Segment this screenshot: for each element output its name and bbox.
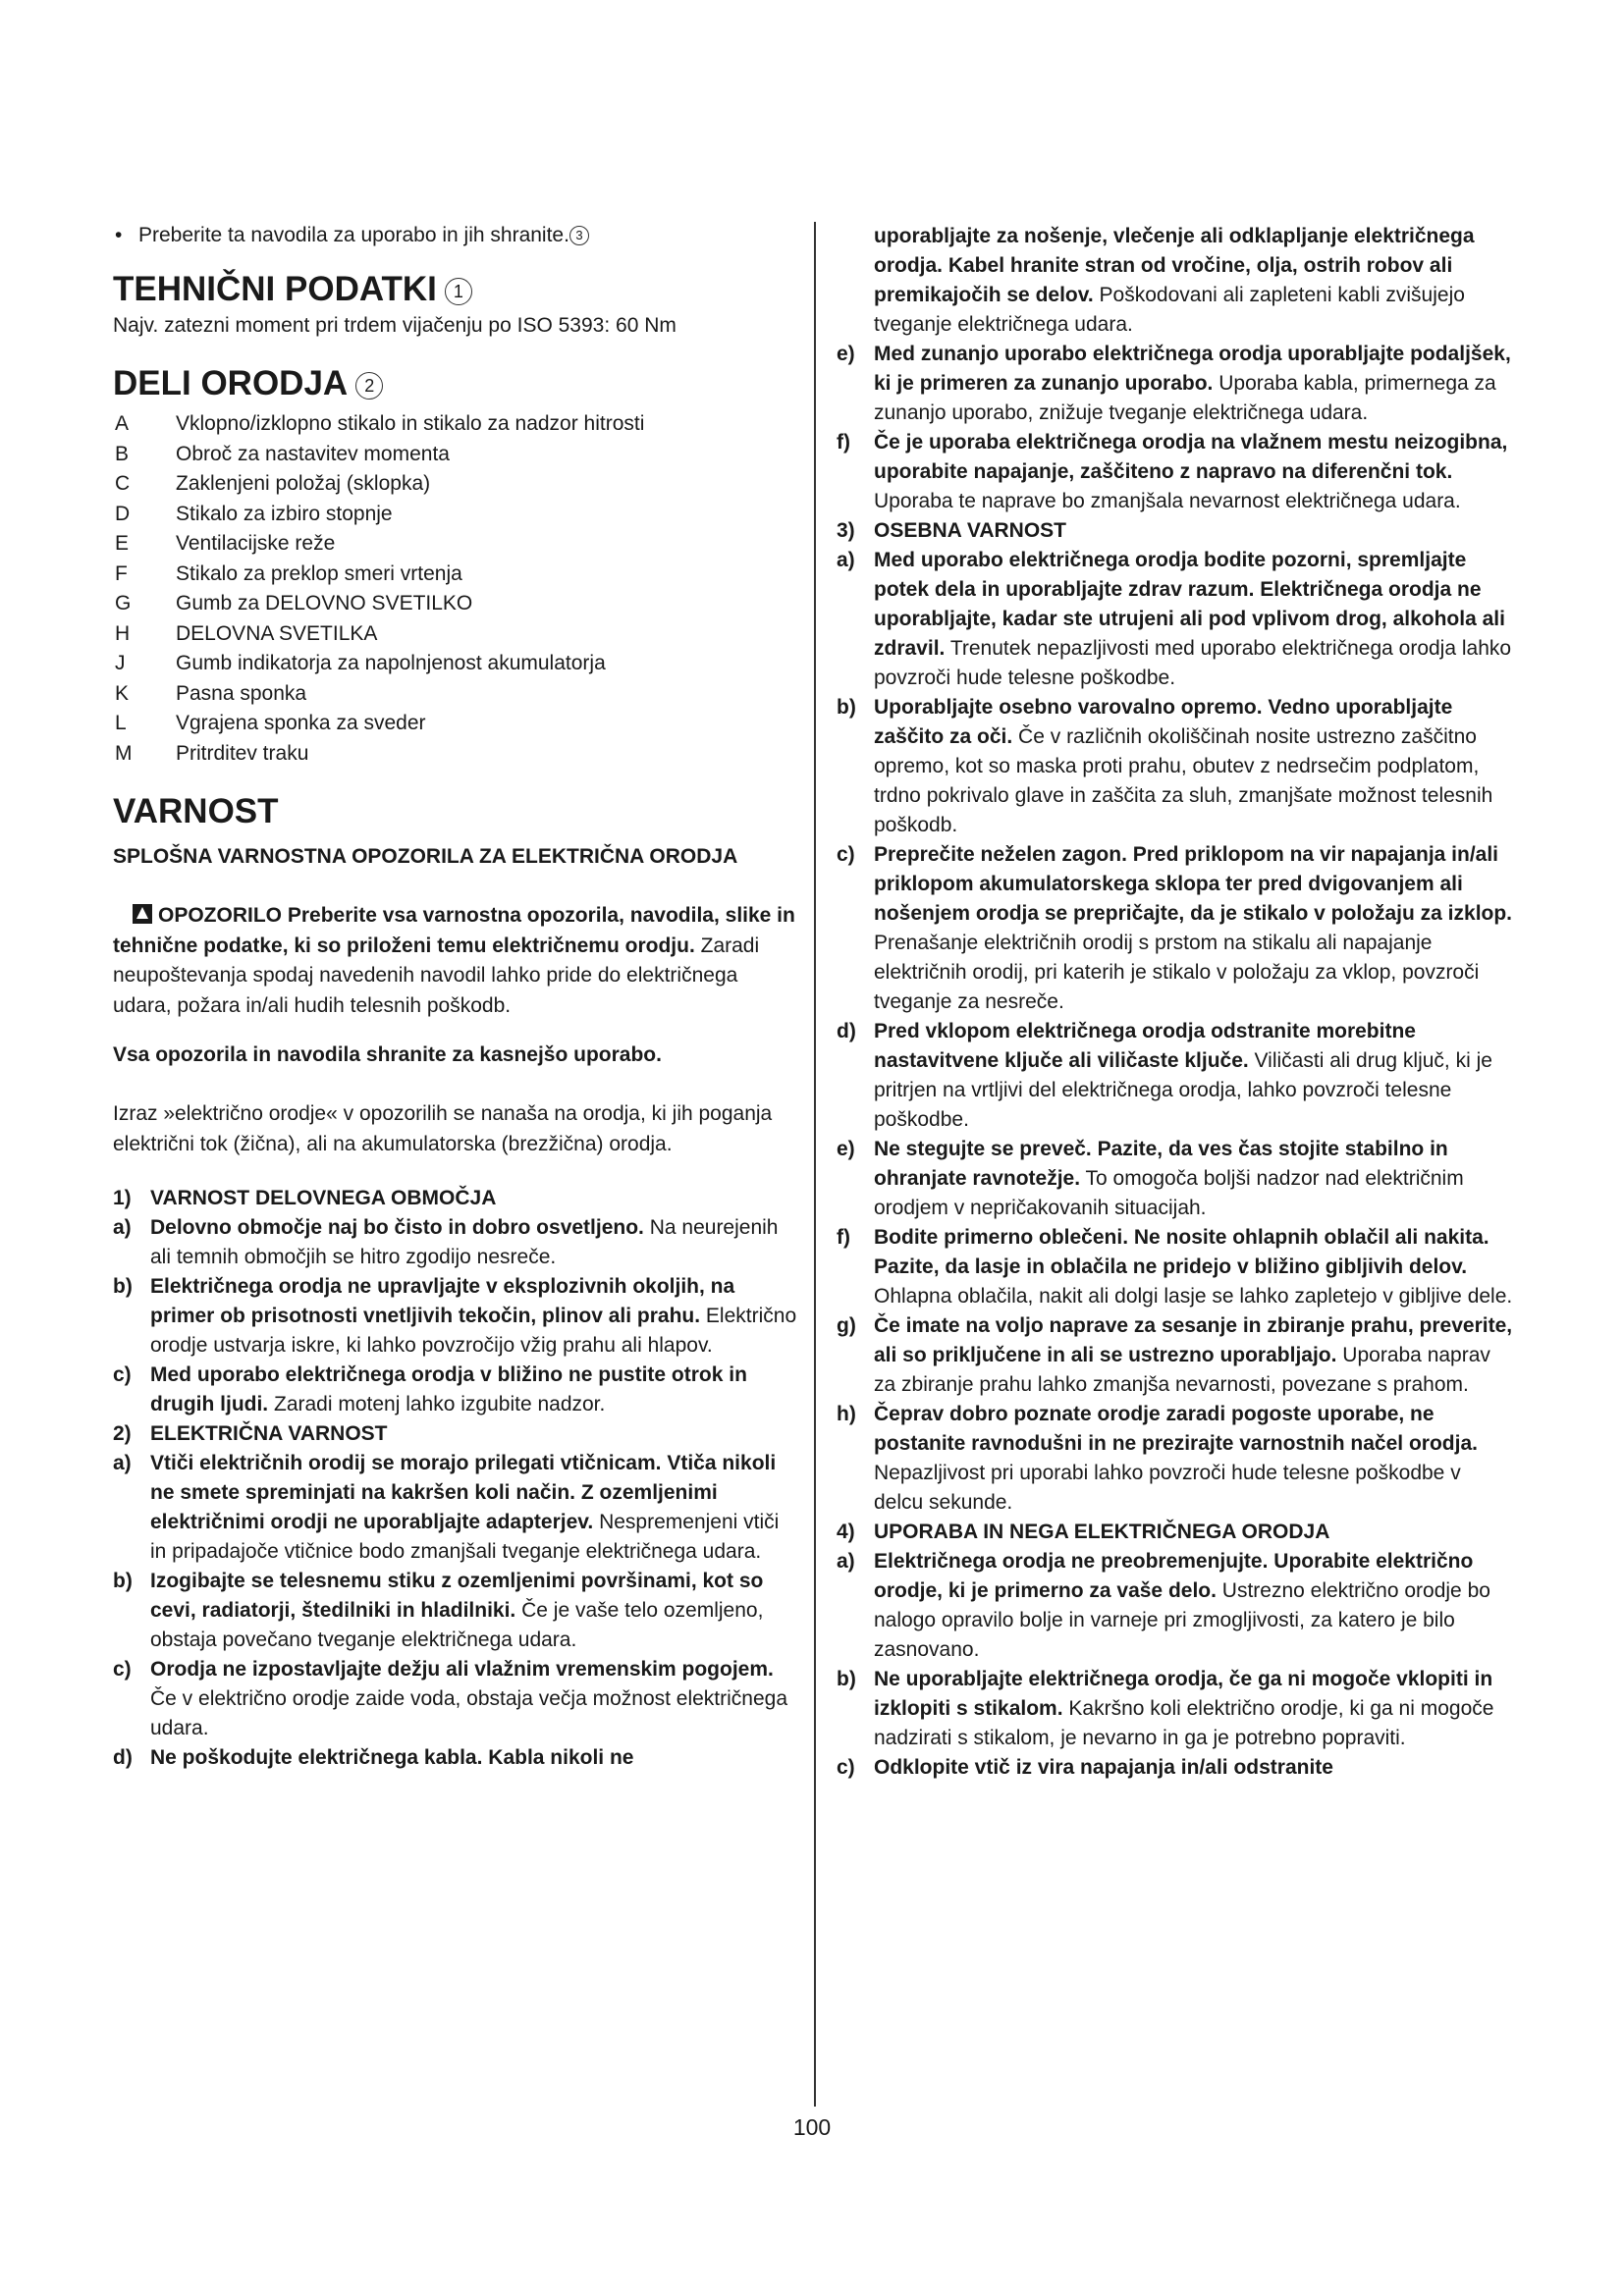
safety-item: [113, 1449, 800, 1567]
safety-item: [837, 1135, 1514, 1223]
safety-item: [837, 340, 1514, 428]
safety-item: [113, 1213, 800, 1272]
item-text: Zaradi motenj lahko izgubite nadzor.: [268, 1393, 606, 1415]
part-label: Gumb indikatorja za napolnjenost akumulatorja: [176, 652, 606, 674]
section-1-title: VARNOST DELOVNEGA OBMOČJA: [150, 1187, 497, 1209]
item-body: [150, 1361, 800, 1419]
page-number: 100: [792, 2114, 832, 2140]
section-4-number: 4): [837, 1521, 855, 1543]
item-bold: Ne stegujte se preveč. Pazite, da ves čas stojite stabilno in ohranjate ravnotežje.: [874, 1138, 1448, 1190]
section-4-heading: [837, 1518, 1514, 1547]
parts-title: DELI ORODJA: [113, 364, 349, 402]
item-bold: Med uporabo električnega orodja bodite pozorni, spremljajte potek dela in uporabljajte zdrav razum. Električnega orodja ne uporabljajte, kadar ste utrujeni ali pod vplivom drog, alkohola ali zdravil.: [874, 549, 1505, 660]
warning-text: Zaradi neupoštevanja spodaj navedenih navodil lahko pride do električnega udara, požara in/ali hudih telesnih poškodb.: [113, 934, 760, 1017]
safety-item: [113, 1361, 800, 1419]
item-bold: Odklopite vtič iz vira napajanja in/ali odstranite: [874, 1756, 1333, 1779]
safety-item: [837, 1753, 1514, 1783]
part-item: [113, 409, 800, 440]
section-2-title: ELEKTRIČNA VARNOST: [150, 1422, 388, 1445]
section-2-items: [113, 1449, 800, 1773]
term-definition: Izraz »električno orodje« v opozorilih se nanaša na orodja, ki jih poganja električni tok (žična), ali na akumulatorska (brezžična) orodja.: [113, 1102, 773, 1155]
part-label: Zaklenjeni položaj (sklopka): [176, 472, 431, 495]
item-letter: e): [837, 1138, 855, 1160]
column-divider: [814, 222, 816, 2107]
part-item: [113, 619, 800, 650]
item-bold: Med uporabo električnega orodja v bližino ne pustite otrok in drugih ljudi.: [150, 1363, 747, 1415]
part-key: K: [115, 681, 130, 705]
section-1-items: [113, 1213, 800, 1419]
figure-ref-3: 3: [569, 226, 589, 245]
section-3-items: [837, 546, 1514, 1518]
safety-item: [837, 1223, 1514, 1311]
item-letter: c): [113, 1658, 132, 1681]
section-3-heading: [837, 516, 1514, 546]
item-letter: c): [837, 1756, 855, 1779]
part-key: G: [115, 592, 132, 614]
safety-item: [837, 1547, 1514, 1665]
safety-item: [113, 1743, 800, 1773]
item-text: To omogoča boljši nadzor nad električnim orodjem v nepričakovanih situacijah.: [874, 1167, 1464, 1219]
item-letter: a): [837, 1550, 855, 1573]
part-label: Ventilacijske reže: [176, 532, 336, 555]
item-letter: f): [837, 1226, 850, 1249]
parts-list: [113, 409, 800, 769]
item-body: [874, 1311, 1514, 1400]
item-text: Električno orodje ustvarja iskre, ki lahko povzročijo vžig prahu ali hlapov.: [150, 1305, 797, 1357]
item-body: [874, 1753, 1514, 1783]
item-bold: Električnega orodja ne preobremenjujte. Uporabite električno orodje, ki je primerno za vaše delo.: [874, 1550, 1474, 1602]
item-text: Prenašanje električnih orodij s prstom na stikalu ali napajanje električnih orodij, pri katerih je stikalo v položaju za vklop, povzroči tveganje za nesreče.: [874, 932, 1480, 1013]
item-body: [874, 693, 1514, 840]
part-label: DELOVNA SVETILKA: [176, 621, 378, 645]
warning-bold: OPOZORILO Preberite vsa varnostna opozorila, navodila, slike in tehnične podatke, ki so priloženi temu električnemu orodju.: [113, 904, 795, 957]
item-bold: Orodja ne izpostavljajte dežju ali vlažnim vremenskim pogojem.: [150, 1658, 774, 1681]
section-3-title: OSEBNA VARNOST: [874, 519, 1067, 542]
safety-item: [837, 428, 1514, 516]
section-2-number: 2): [113, 1422, 132, 1445]
safety-item: [837, 546, 1514, 693]
item-bold: Pred vklopom električnega orodja odstranite morebitne nastavitvene ključe ali viličaste ključe.: [874, 1020, 1416, 1072]
continuation-text: Poškodovani ali zapleteni kabli zvišujejo tveganje električnega udara.: [874, 284, 1465, 336]
part-item: [113, 709, 800, 739]
item-text: Če v električno orodje zaide voda, obstaja večja možnost električnega udara.: [150, 1687, 788, 1739]
item-text: Če je vaše telo ozemljeno, obstaja povečano tveganje električnega udara.: [150, 1599, 764, 1651]
section-2d-continuation: [837, 222, 1514, 340]
item-bold: Če je uporaba električnega orodja na vlažnem mestu neizogibna, uporabite napajanje, zaščiteno z napravo na diferenčni tok.: [874, 431, 1508, 483]
part-key: L: [115, 712, 127, 734]
part-item: [113, 649, 800, 679]
item-letter: b): [113, 1275, 133, 1298]
item-bold: Med zunanjo uporabo električnega orodja uporabljajte podaljšek, ki je primeren za zunanjo uporabo.: [874, 343, 1511, 395]
item-letter: a): [113, 1452, 132, 1474]
tech-title: TEHNIČNI PODATKI: [113, 270, 437, 308]
part-key: F: [115, 561, 128, 585]
tech-data-heading: [113, 268, 800, 311]
item-letter: c): [837, 843, 855, 866]
item-bold: Ne poškodujte električnega kabla. Kabla nikoli ne: [150, 1746, 634, 1769]
item-text: Če v različnih okoliščinah nosite ustrezno zaščitno opremo, kot so maska proti prahu, obutev z nedrsečim podplatom, trdno pokrivalo glave in zaščita za sluh, zmanjšate možnost telesnih poškodb.: [874, 725, 1493, 836]
item-body: [874, 1665, 1514, 1753]
part-key: D: [115, 502, 131, 525]
safety-item: [837, 1017, 1514, 1135]
item-letter: g): [837, 1314, 856, 1337]
part-label: Pritrditev traku: [176, 741, 309, 765]
safety-item: [113, 1567, 800, 1655]
safety-item: [113, 1655, 800, 1743]
torque-spec: Najv. zatezni moment pri trdem vijačenju po ISO 5393: 60 Nm: [113, 314, 677, 337]
section-2-items-continued: [837, 340, 1514, 516]
item-letter: e): [837, 343, 855, 365]
item-text: Ohlapna oblačila, nakit ali dolgi lasje se lahko zapletejo v gibljive dele.: [874, 1285, 1513, 1308]
intro-bullet: [113, 221, 800, 250]
figure-ref-2: 2: [355, 372, 383, 400]
item-bold: Ne uporabljajte električnega orodja, če ga ni mogoče vklopiti in izklopiti s stikalom.: [874, 1668, 1493, 1720]
item-body: [874, 1135, 1514, 1223]
part-key: M: [115, 741, 133, 765]
intro-text: Preberite ta navodila za uporabo in jih shranite.: [138, 224, 569, 246]
item-letter: a): [113, 1216, 132, 1239]
bullet: •: [115, 224, 123, 246]
part-label: Pasna sponka: [176, 681, 307, 705]
part-key: H: [115, 621, 131, 645]
safety-heading: VARNOST: [113, 792, 279, 830]
item-body: [874, 1547, 1514, 1665]
safety-item: [837, 693, 1514, 840]
item-bold: Vtiči električnih orodij se morajo prilegati vtičnicam. Vtiča nikoli ne smete spreminjati na kakršen koli način. Z ozemljenimi električnimi orodji ne uporabljajte adapterjev.: [150, 1452, 777, 1533]
item-body: [874, 340, 1514, 428]
item-letter: c): [113, 1363, 132, 1386]
item-body: [874, 840, 1514, 1017]
section-3-number: 3): [837, 519, 855, 542]
item-text: Nepazljivost pri uporabi lahko povzroči hude telesne poškodbe v delcu sekunde.: [874, 1462, 1461, 1514]
safety-item: [837, 1311, 1514, 1400]
part-label: Gumb za DELOVNO SVETILKO: [176, 592, 473, 614]
item-text: Uporaba naprav za zbiranje prahu lahko zmanjša nevarnosti, povezane s prahom.: [874, 1344, 1490, 1396]
item-text: Nespremenjeni vtiči in pripadajoče vtičnice bodo zmanjšali tveganje električnega udara.: [150, 1511, 780, 1563]
item-body: [874, 546, 1514, 693]
item-body: [150, 1213, 800, 1272]
item-body: [874, 1017, 1514, 1135]
item-body: [874, 1400, 1514, 1518]
item-bold: Čeprav dobro poznate orodje zaradi pogoste uporabe, ne postanite ravnodušni in ne prezirajte varnostnih načel orodja.: [874, 1403, 1478, 1455]
part-item: [113, 469, 800, 500]
item-letter: b): [837, 1668, 856, 1690]
part-key: A: [115, 412, 130, 435]
part-key: C: [115, 472, 131, 495]
item-letter: f): [837, 431, 850, 454]
part-label: Obroč za nastavitev momenta: [176, 442, 450, 465]
item-letter: a): [837, 549, 855, 571]
part-key: E: [115, 532, 130, 555]
item-letter: b): [113, 1570, 133, 1592]
part-key: J: [115, 652, 126, 674]
part-item: [113, 500, 800, 530]
section-1-number: 1): [113, 1187, 132, 1209]
item-text: Viličasti ali drug ključ, ki je pritrjen na vrtljivi del električnega orodja, lahko povzroči telesne poškodbe.: [874, 1049, 1492, 1131]
parts-heading: [113, 362, 800, 405]
safety-item: [113, 1272, 800, 1361]
part-label: Vklopno/izklopno stikalo in stikalo za nadzor hitrosti: [176, 412, 645, 435]
safety-item: [837, 1665, 1514, 1753]
item-text: Uporaba kabla, primernega za zunanjo uporabo, znižuje tveganje električnega udara.: [874, 372, 1496, 424]
safety-subtitle: SPLOŠNA VARNOSTNA OPOZORILA ZA ELEKTRIČNA ORODJA: [113, 845, 738, 868]
item-body: [874, 428, 1514, 516]
item-bold: Izogibajte se telesnemu stiku z ozemljenimi površinami, kot so cevi, radiatorji, štedilniki in hladilniki.: [150, 1570, 764, 1622]
part-label: Stikalo za izbiro stopnje: [176, 502, 393, 525]
section-2-heading: [113, 1419, 800, 1449]
part-item: [113, 560, 800, 590]
item-bold: Uporabljajte osebno varovalno opremo. Vedno uporabljajte zaščito za oči.: [874, 696, 1453, 748]
continuation-bold: uporabljajte za nošenje, vlečenje ali odklapljanje električnega orodja. Kabel hranite stran od vročine, olja, ostrih robov ali premikajočih se delov.: [874, 225, 1475, 306]
item-text: Ustrezno električno orodje bo nalogo opravilo bolje in varneje pri zmogljivosti, za katero je bilo zasnovano.: [874, 1579, 1490, 1661]
item-body: [874, 1223, 1514, 1311]
part-item: [113, 739, 800, 770]
part-item: [113, 440, 800, 470]
item-letter: d): [837, 1020, 856, 1042]
item-bold: Delovno območje naj bo čisto in dobro osvetljeno.: [150, 1216, 644, 1239]
warning-paragraph: [113, 901, 800, 1021]
item-text: Kakršno koli električno orodje, ki ga ni mogoče nadzirati s stikalom, je nevarno in ga je potrebno popraviti.: [874, 1697, 1494, 1749]
item-text: Trenutek nepazljivosti med uporabo električnega orodja lahko povzroči hude telesne poškodbe.: [874, 637, 1512, 689]
item-letter: h): [837, 1403, 856, 1425]
item-bold: Električnega orodja ne upravljajte v eksplozivnih okoljih, na primer ob prisotnosti vnetljivih tekočin, plinov ali prahu.: [150, 1275, 735, 1327]
figure-ref-1: 1: [445, 278, 472, 305]
right-column: [837, 222, 1514, 1783]
part-label: Stikalo za preklop smeri vrtenja: [176, 561, 462, 585]
safety-item: [837, 1400, 1514, 1518]
part-item: [113, 589, 800, 619]
part-item: [113, 679, 800, 710]
section-4-items: [837, 1547, 1514, 1783]
item-body: [150, 1567, 800, 1655]
safety-item: [837, 840, 1514, 1017]
item-body: [150, 1449, 800, 1567]
section-4-title: UPORABA IN NEGA ELEKTRIČNEGA ORODJA: [874, 1521, 1330, 1543]
part-item: [113, 529, 800, 560]
item-bold: Bodite primerno oblečeni. Ne nosite ohlapnih oblačil ali nakita. Pazite, da lasje in oblačila ne pridejo v bližino gibljivih delov.: [874, 1226, 1489, 1278]
item-letter: b): [837, 696, 856, 719]
part-key: B: [115, 442, 130, 465]
item-bold: Preprečite neželen zagon. Pred priklopom na vir napajanja in/ali priklopom akumulatorskega sklopa ter pred dvigovanjem ali nošenjem orodja se prepričajte, da je stikalo v položaju za izklop.: [874, 843, 1513, 925]
item-body: [150, 1655, 800, 1743]
item-body: [150, 1743, 800, 1773]
keep-instructions: Vsa opozorila in navodila shranite za kasnejšo uporabo.: [113, 1043, 662, 1066]
part-label: Vgrajena sponka za sveder: [176, 712, 426, 734]
left-column: [113, 221, 800, 1773]
warning-triangle-icon: [133, 904, 152, 924]
item-letter: d): [113, 1746, 133, 1769]
item-body: [150, 1272, 800, 1361]
item-text: Uporaba te naprave bo zmanjšala nevarnost električnega udara.: [874, 490, 1461, 512]
item-text: Na neurejenih ali temnih območjih se hitro zgodijo nesreče.: [150, 1216, 779, 1268]
item-bold: Če imate na voljo naprave za sesanje in zbiranje prahu, preverite, ali so priključene in ali se ustrezno uporabljajo.: [874, 1314, 1513, 1366]
section-1-heading: [113, 1184, 800, 1213]
